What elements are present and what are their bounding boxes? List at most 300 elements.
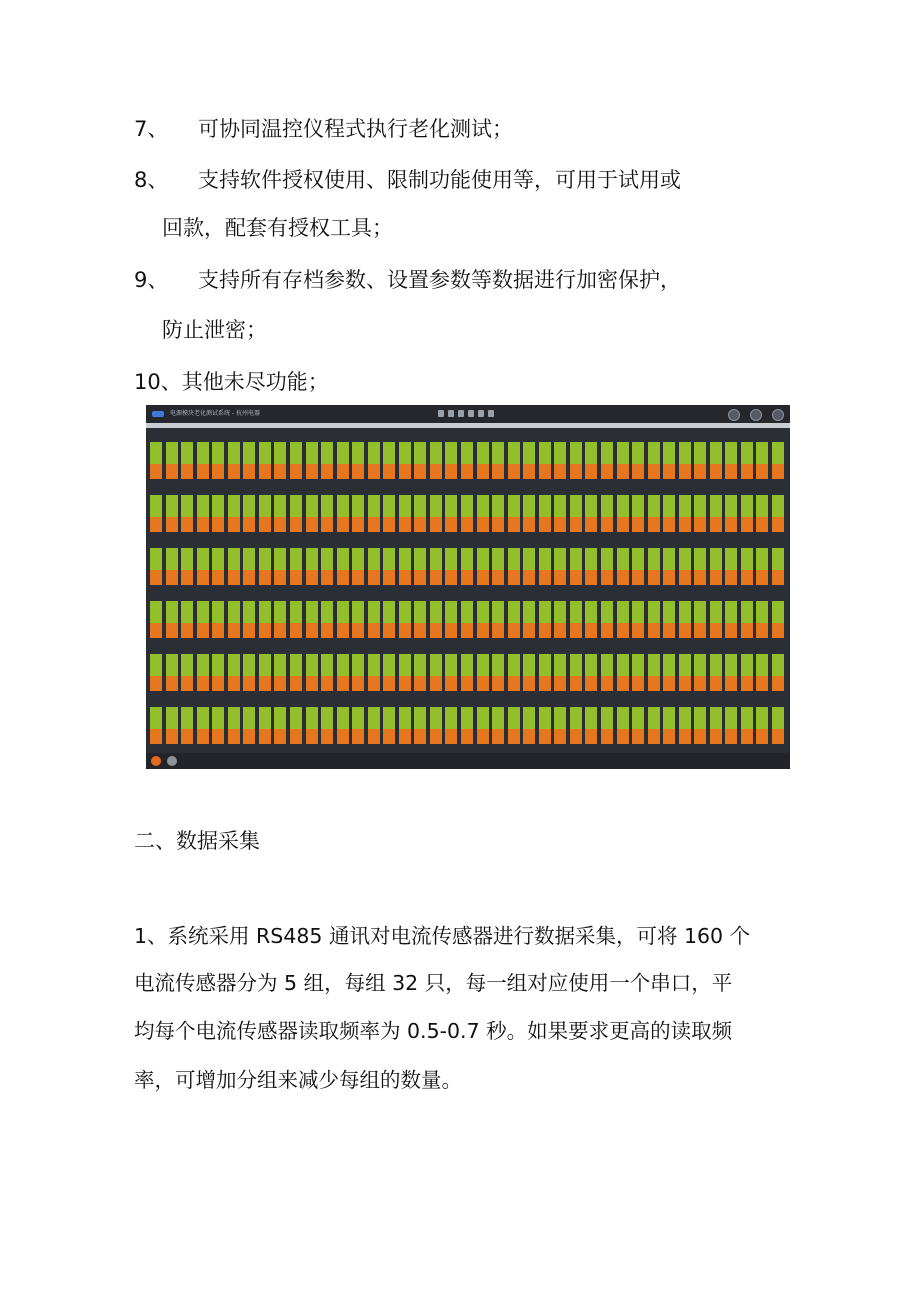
channel-orange-bar: [648, 676, 660, 691]
channel-green-bar: [337, 548, 349, 570]
channel-cell: [181, 647, 193, 693]
toolbar-icon: [438, 410, 444, 417]
channel-green-bar: [274, 442, 286, 464]
channel-green-bar: [197, 601, 209, 623]
channel-cell: [679, 488, 691, 534]
channel-cell: [150, 435, 162, 481]
channel-orange-bar: [585, 570, 597, 585]
channel-orange-bar: [585, 623, 597, 638]
channel-green-bar: [181, 495, 193, 517]
channel-orange-bar: [632, 464, 644, 479]
channel-orange-bar: [554, 570, 566, 585]
channel-green-bar: [399, 601, 411, 623]
channel-cell: [570, 647, 582, 693]
channel-orange-bar: [430, 570, 442, 585]
channel-orange-bar: [772, 570, 784, 585]
channel-orange-bar: [181, 464, 193, 479]
channel-orange-bar: [570, 464, 582, 479]
channel-green-bar: [725, 654, 737, 676]
channel-green-bar: [383, 707, 395, 729]
channel-cell: [181, 435, 193, 481]
channel-cell: [243, 594, 255, 640]
channel-green-bar: [663, 601, 675, 623]
channel-orange-bar: [756, 464, 768, 479]
channel-orange-bar: [259, 517, 271, 532]
channel-orange-bar: [228, 464, 240, 479]
channel-cell: [461, 435, 473, 481]
channel-orange-bar: [710, 623, 722, 638]
channel-green-bar: [430, 601, 442, 623]
channel-orange-bar: [694, 517, 706, 532]
channel-orange-bar: [492, 464, 504, 479]
channel-green-bar: [274, 548, 286, 570]
channel-green-bar: [368, 601, 380, 623]
channel-cell: [306, 435, 318, 481]
channel-green-bar: [539, 495, 551, 517]
channel-orange-bar: [772, 517, 784, 532]
screenshot-status-bar: [146, 753, 790, 769]
channel-cell: [399, 488, 411, 534]
channel-cell: [150, 700, 162, 746]
channel-green-bar: [368, 654, 380, 676]
channel-green-bar: [414, 548, 426, 570]
channel-orange-bar: [321, 729, 333, 744]
channel-green-bar: [585, 442, 597, 464]
channel-orange-bar: [663, 570, 675, 585]
channel-cell: [585, 647, 597, 693]
channel-cell: [399, 594, 411, 640]
channel-cell: [539, 647, 551, 693]
channel-cell: [601, 594, 613, 640]
channel-green-bar: [679, 495, 691, 517]
channel-green-bar: [679, 707, 691, 729]
channel-cell: [554, 594, 566, 640]
channel-green-bar: [414, 601, 426, 623]
channel-green-bar: [663, 707, 675, 729]
channel-cell: [461, 700, 473, 746]
channel-orange-bar: [632, 517, 644, 532]
channel-green-bar: [741, 707, 753, 729]
channel-green-bar: [306, 548, 318, 570]
channel-cell: [197, 700, 209, 746]
channel-cell: [632, 647, 644, 693]
channel-cell: [539, 435, 551, 481]
channel-orange-bar: [632, 729, 644, 744]
channel-orange-bar: [663, 623, 675, 638]
channel-orange-bar: [274, 676, 286, 691]
channel-orange-bar: [477, 464, 489, 479]
channel-cell: [383, 488, 395, 534]
channel-orange-bar: [368, 676, 380, 691]
channel-green-bar: [725, 601, 737, 623]
channel-green-bar: [477, 601, 489, 623]
channel-orange-bar: [337, 623, 349, 638]
channel-cell: [663, 541, 675, 587]
channel-cell: [166, 647, 178, 693]
channel-orange-bar: [306, 464, 318, 479]
channel-orange-bar: [243, 623, 255, 638]
channel-green-bar: [741, 495, 753, 517]
channel-cell: [306, 700, 318, 746]
channel-green-bar: [274, 601, 286, 623]
channel-orange-bar: [617, 729, 629, 744]
channel-green-bar: [756, 707, 768, 729]
channel-green-bar: [321, 548, 333, 570]
channel-orange-bar: [259, 623, 271, 638]
channel-cell: [306, 647, 318, 693]
channel-green-bar: [539, 548, 551, 570]
channel-orange-bar: [648, 623, 660, 638]
channel-green-bar: [523, 495, 535, 517]
channel-orange-bar: [554, 676, 566, 691]
channel-orange-bar: [150, 517, 162, 532]
channel-cell: [601, 435, 613, 481]
channel-orange-bar: [648, 729, 660, 744]
channel-cell: [337, 435, 349, 481]
channel-cell: [383, 594, 395, 640]
channel-orange-bar: [430, 517, 442, 532]
channel-green-bar: [197, 707, 209, 729]
channel-green-bar: [197, 654, 209, 676]
channel-cell: [694, 594, 706, 640]
channel-cell: [368, 488, 380, 534]
channel-cell: [243, 647, 255, 693]
channel-cell: [352, 541, 364, 587]
channel-green-bar: [414, 654, 426, 676]
list-text: 可协同温控仪程式执行老化测试；: [198, 117, 513, 141]
channel-cell: [414, 488, 426, 534]
channel-orange-bar: [181, 517, 193, 532]
channel-orange-bar: [585, 676, 597, 691]
channel-cell: [445, 488, 457, 534]
channel-cell: [477, 541, 489, 587]
channel-cell: [772, 594, 784, 640]
channel-orange-bar: [337, 729, 349, 744]
channel-orange-bar: [352, 570, 364, 585]
channel-orange-bar: [679, 570, 691, 585]
channel-green-bar: [539, 442, 551, 464]
channel-cell: [601, 700, 613, 746]
channel-cell: [585, 488, 597, 534]
channel-green-bar: [166, 654, 178, 676]
channel-orange-bar: [741, 623, 753, 638]
channel-green-bar: [461, 495, 473, 517]
channel-green-bar: [445, 654, 457, 676]
channel-cell: [259, 488, 271, 534]
channel-orange-bar: [554, 729, 566, 744]
channel-orange-bar: [306, 729, 318, 744]
channel-orange-bar: [306, 570, 318, 585]
toolbar-icon: [468, 410, 474, 417]
channel-cell: [694, 488, 706, 534]
channel-orange-bar: [725, 623, 737, 638]
channel-green-bar: [181, 601, 193, 623]
channel-green-bar: [259, 654, 271, 676]
channel-cell: [477, 594, 489, 640]
channel-green-bar: [585, 707, 597, 729]
channel-orange-bar: [399, 729, 411, 744]
channel-cell: [243, 488, 255, 534]
channel-orange-bar: [414, 623, 426, 638]
channel-cell: [166, 594, 178, 640]
channel-orange-bar: [632, 623, 644, 638]
channel-cell: [212, 647, 224, 693]
channel-orange-bar: [150, 464, 162, 479]
channel-green-bar: [259, 548, 271, 570]
channel-cell: [492, 647, 504, 693]
channel-green-bar: [259, 601, 271, 623]
channel-green-bar: [710, 442, 722, 464]
channel-cell: [337, 488, 349, 534]
channel-cell: [290, 700, 302, 746]
channel-cell: [306, 594, 318, 640]
channel-orange-bar: [679, 464, 691, 479]
channel-cell: [725, 488, 737, 534]
channel-orange-bar: [539, 464, 551, 479]
channel-cell: [725, 647, 737, 693]
channel-cell: [648, 700, 660, 746]
channel-orange-bar: [383, 623, 395, 638]
channel-cell: [663, 435, 675, 481]
channel-green-bar: [321, 654, 333, 676]
channel-cell: [150, 647, 162, 693]
list-item-8-continuation: 回款，配套有授权工具；: [162, 216, 393, 240]
channel-green-bar: [679, 548, 691, 570]
channel-cell: [710, 594, 722, 640]
channel-orange-bar: [756, 517, 768, 532]
channel-orange-bar: [461, 623, 473, 638]
channel-green-bar: [228, 442, 240, 464]
channel-cell: [259, 435, 271, 481]
channel-cell: [492, 488, 504, 534]
channel-orange-bar: [772, 623, 784, 638]
channel-green-bar: [663, 442, 675, 464]
channel-orange-bar: [290, 729, 302, 744]
channel-cell: [274, 488, 286, 534]
channel-cell: [321, 647, 333, 693]
channel-green-bar: [492, 707, 504, 729]
channel-green-bar: [648, 654, 660, 676]
channel-green-bar: [477, 442, 489, 464]
channel-cell: [368, 435, 380, 481]
channel-cell: [741, 594, 753, 640]
channel-orange-bar: [477, 676, 489, 691]
channel-cell: [414, 647, 426, 693]
paragraph-line: 电流传感器分为 5 组，每组 32 只，每一组对应使用一个串口，平: [134, 971, 733, 995]
channel-cell: [166, 435, 178, 481]
channel-green-bar: [337, 707, 349, 729]
channel-orange-bar: [181, 676, 193, 691]
channel-orange-bar: [352, 623, 364, 638]
channel-orange-bar: [694, 676, 706, 691]
channel-green-bar: [694, 495, 706, 517]
channel-green-bar: [679, 601, 691, 623]
channel-cell: [414, 541, 426, 587]
channel-cell: [290, 541, 302, 587]
channel-cell: [477, 435, 489, 481]
channel-orange-bar: [570, 623, 582, 638]
channel-green-bar: [290, 654, 302, 676]
channel-cell: [368, 647, 380, 693]
channel-orange-bar: [710, 570, 722, 585]
channel-cell: [445, 541, 457, 587]
channel-green-bar: [290, 442, 302, 464]
channel-orange-bar: [321, 676, 333, 691]
channel-cell: [492, 700, 504, 746]
channel-orange-bar: [477, 517, 489, 532]
channel-orange-bar: [399, 623, 411, 638]
channel-orange-bar: [508, 676, 520, 691]
channel-orange-bar: [166, 517, 178, 532]
channel-orange-bar: [430, 676, 442, 691]
channel-cell: [212, 435, 224, 481]
channel-cell: [259, 594, 271, 640]
channel-orange-bar: [352, 464, 364, 479]
channel-orange-bar: [228, 676, 240, 691]
channel-green-bar: [352, 548, 364, 570]
channel-cell: [710, 488, 722, 534]
channel-green-bar: [741, 442, 753, 464]
channel-cell: [290, 594, 302, 640]
channel-orange-bar: [601, 729, 613, 744]
channel-orange-bar: [212, 623, 224, 638]
channel-green-bar: [259, 442, 271, 464]
list-number: 10、: [134, 370, 182, 394]
channel-cell: [508, 700, 520, 746]
channel-cell: [150, 488, 162, 534]
channel-green-bar: [368, 707, 380, 729]
channel-orange-bar: [445, 464, 457, 479]
channel-cell: [430, 488, 442, 534]
channel-orange-bar: [508, 464, 520, 479]
channel-orange-bar: [321, 623, 333, 638]
channel-green-bar: [554, 654, 566, 676]
channel-green-bar: [679, 654, 691, 676]
channel-orange-bar: [523, 623, 535, 638]
channel-cell: [679, 700, 691, 746]
channel-orange-bar: [243, 517, 255, 532]
channel-cell: [445, 647, 457, 693]
channel-green-bar: [632, 442, 644, 464]
channel-orange-bar: [570, 676, 582, 691]
channel-cell: [663, 594, 675, 640]
channel-cell: [368, 594, 380, 640]
channel-green-bar: [570, 495, 582, 517]
channel-orange-bar: [274, 517, 286, 532]
channel-orange-bar: [679, 676, 691, 691]
channel-green-bar: [414, 442, 426, 464]
channel-cell: [756, 700, 768, 746]
channel-orange-bar: [694, 570, 706, 585]
channel-cell: [337, 700, 349, 746]
channel-orange-bar: [228, 517, 240, 532]
channel-cell: [772, 541, 784, 587]
channel-green-bar: [508, 707, 520, 729]
channel-cell: [756, 594, 768, 640]
channel-cell: [585, 700, 597, 746]
channel-cell: [648, 647, 660, 693]
channel-orange-bar: [539, 623, 551, 638]
channel-orange-bar: [756, 676, 768, 691]
channel-cell: [383, 541, 395, 587]
channel-green-bar: [399, 707, 411, 729]
channel-orange-bar: [725, 676, 737, 691]
channel-green-bar: [632, 495, 644, 517]
channel-orange-bar: [368, 570, 380, 585]
channel-orange-bar: [166, 676, 178, 691]
channel-orange-bar: [477, 570, 489, 585]
channel-orange-bar: [461, 517, 473, 532]
channel-cell: [228, 594, 240, 640]
channel-orange-bar: [321, 570, 333, 585]
channel-cell: [197, 435, 209, 481]
channel-cell: [166, 541, 178, 587]
channel-cell: [554, 647, 566, 693]
channel-cell: [508, 488, 520, 534]
channel-cell: [306, 488, 318, 534]
channel-green-bar: [601, 548, 613, 570]
channel-cell: [617, 541, 629, 587]
channel-cell: [710, 700, 722, 746]
channel-orange-bar: [352, 517, 364, 532]
channel-green-bar: [321, 495, 333, 517]
channel-orange-bar: [212, 676, 224, 691]
channel-cell: [337, 647, 349, 693]
section-heading: 二、数据采集: [134, 829, 260, 853]
channel-orange-bar: [414, 570, 426, 585]
channel-orange-bar: [352, 729, 364, 744]
channel-cell: [523, 541, 535, 587]
channel-cell: [741, 700, 753, 746]
channel-green-bar: [477, 707, 489, 729]
channel-cell: [508, 541, 520, 587]
channel-cell: [663, 488, 675, 534]
channel-cell: [306, 541, 318, 587]
channel-green-bar: [741, 548, 753, 570]
channel-cell: [352, 700, 364, 746]
channel-cell: [259, 647, 271, 693]
channel-orange-bar: [259, 464, 271, 479]
channel-cell: [632, 700, 644, 746]
channel-orange-bar: [601, 570, 613, 585]
channel-green-bar: [352, 601, 364, 623]
channel-orange-bar: [523, 729, 535, 744]
channel-orange-bar: [181, 570, 193, 585]
channel-orange-bar: [243, 729, 255, 744]
channel-cell: [539, 594, 551, 640]
channel-cell: [679, 541, 691, 587]
channel-green-bar: [477, 548, 489, 570]
channel-green-bar: [212, 707, 224, 729]
channel-orange-bar: [150, 570, 162, 585]
channel-cell: [756, 488, 768, 534]
channel-orange-bar: [399, 517, 411, 532]
toolbar-icon: [458, 410, 464, 417]
channel-green-bar: [617, 548, 629, 570]
channel-green-bar: [617, 495, 629, 517]
channel-cell: [274, 594, 286, 640]
channel-green-bar: [290, 548, 302, 570]
channel-cell: [243, 541, 255, 587]
channel-cell: [181, 700, 193, 746]
channel-orange-bar: [570, 570, 582, 585]
channel-orange-bar: [368, 517, 380, 532]
channel-cell: [197, 594, 209, 640]
channel-orange-bar: [197, 729, 209, 744]
channel-green-bar: [570, 442, 582, 464]
channel-green-bar: [352, 442, 364, 464]
channel-orange-bar: [554, 517, 566, 532]
